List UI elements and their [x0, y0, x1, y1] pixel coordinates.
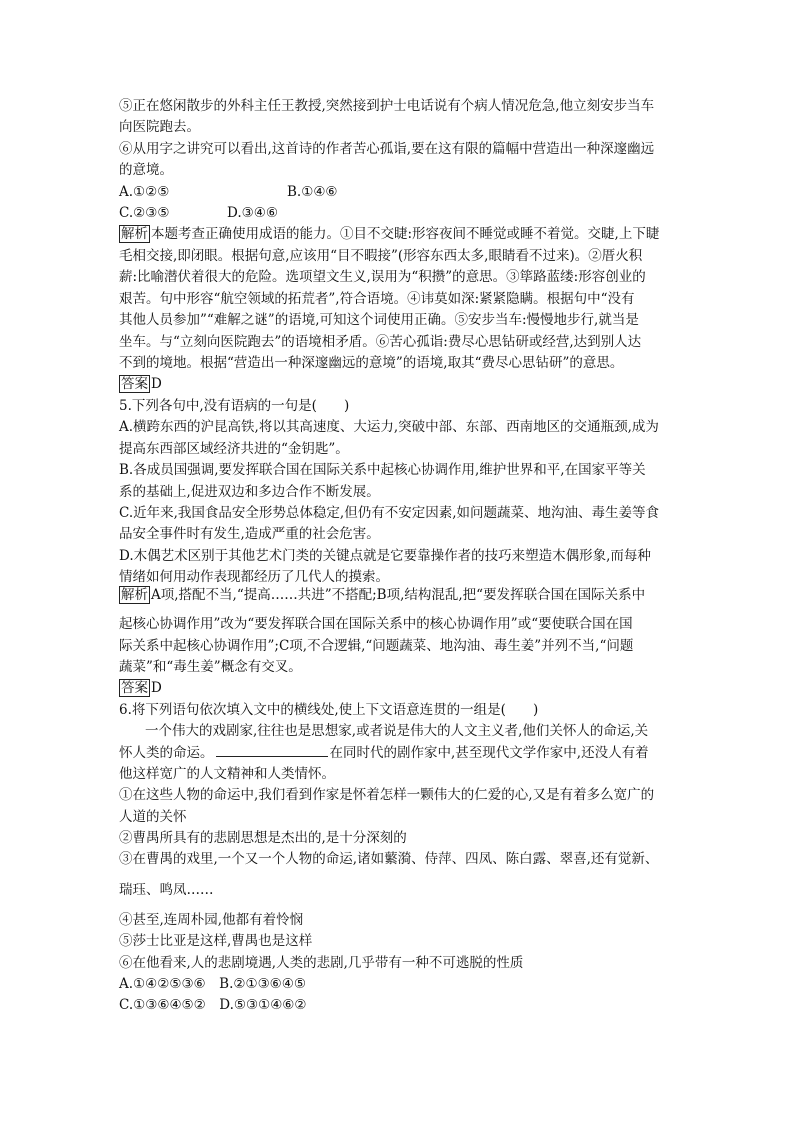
q5-option-c-line2: 品安全事件时有发生,造成严重的社会危害。 [119, 526, 380, 542]
q5-option-c-line1: C.近年来,我国食品安全形势总体稳定,但仍有不安定因素,如问题蔬菜、地沟油、毒生姜等食 [119, 505, 660, 521]
q6-sentence4: ④甚至,连周朴园,他都有着怜悯 [119, 912, 304, 928]
q5-analysis-line2: 起核心协调作用”改为“要发挥联合国在国际关系中的核心协调作用”或“要使联合国在国 [119, 616, 633, 632]
q4-analysis-line5: 其他人员参加”“难解之谜”的语境,可知这个词使用正确。⑤安步当车:慢慢地步行,就当是 [119, 312, 639, 328]
q5-analysis-line3: 际关系中起核心协调作用”;C项,不合逻辑,“问题蔬菜、地沟油、毒生姜”并列不当,“问题 [119, 638, 634, 654]
q6-options-ab: A.①④②⑤③⑥ B.②①③⑥④⑤ [119, 976, 306, 992]
q5-option-b-line1: B.各成员国强调,要发挥联合国在国际关系中起核心协调作用,维护世界和平,在国家平等关 [119, 462, 646, 478]
analysis-label: 解析 [121, 226, 148, 242]
answer-label: 答案 [121, 680, 148, 696]
q5-answer [119, 678, 162, 699]
q5-analysis-line4: 蔬菜”和“毒生姜”概念有交叉。 [119, 659, 302, 675]
q4-option-c: C.②③⑤ [119, 205, 170, 221]
q5-analysis-line1: 解析 A项,搭配不当,“提高……共进”不搭配;B项,结构混乱,把“要发挥联合国在国际关系中 [121, 587, 646, 603]
q4-item5-line1: ⑤正在悠闲散步的外科主任王教授,突然接到护士电话说有个病人情况危急,他立刻安步当车 [119, 98, 655, 114]
q6-stem: 6.将下列语句依次填入文中的横线处,使上下文语意连贯的一组是( ) [119, 702, 539, 718]
q6-sentence3-line2: 瑞珏、鸣凤…… [119, 882, 214, 898]
q4-analysis-line4: 艰苦。句中形容“航空领域的拓荒者”,符合语境。④讳莫如深:紧紧隐瞒。根据句中“没有 [119, 291, 635, 307]
q6-sentence1-line2: 人道的关怀 [119, 809, 187, 825]
q6-options-cd: C.①③⑥④⑤② D.⑤③①④⑥② [119, 997, 307, 1013]
q5-stem: 5.下列各句中,没有语病的一句是( ) [119, 398, 350, 414]
q4-option-b: B.①④⑥ [287, 184, 338, 200]
q4-analysis-line7: 不到的境地。根据“营造出一种深邃幽远的意境”的语境,取其“费尽心思钻研”的意思。 [119, 355, 624, 371]
q6-passage-line2: 怀人类的命运。 在同时代的剧作家中,甚至现代文学作家中,还没人有着 [119, 742, 649, 763]
q6-sentence3-line1: ③在曹禺的戏里,一个又一个人物的命运,诸如蘩漪、侍萍、四凤、陈白露、翠喜,还有觉新、 [119, 851, 659, 867]
q4-option-d: D.③④⑥ [227, 205, 278, 221]
q5-option-b-line2: 系的基础上,促进双边和多边合作不断发展。 [119, 484, 380, 500]
q5-option-a-line2: 提高东西部区域经济共进的“金钥匙”。 [119, 441, 349, 457]
q4-answer [119, 374, 162, 395]
q6-sentence1-line1: ①在这些人物的命运中,我们看到作家是怀着怎样一颗伟大的仁爱的心,又是有着多么宽广的 [119, 787, 655, 803]
q4-analysis-line3: 薪:比喻潜伏着很大的危险。选项望文生义,误用为“积攒”的意思。③筚路蓝缕:形容创业的 [119, 269, 646, 285]
q4-item6-line2: 的意境。 [119, 162, 173, 178]
q5-option-d-line2: 情绪如何用动作表现都经历了几代人的摸索。 [119, 569, 389, 585]
q6-passage-line1: 一个伟大的戏剧家,往往也是思想家,或者说是伟大的人文主义者,他们关怀人的命运,关 [145, 723, 649, 739]
answer-label: 答案 [121, 376, 148, 392]
q4-analysis-line1: 解析 本题考查正确使用成语的能力。①目不交睫:形容夜间不睡觉或睡不着觉。交睫,上下睫 [121, 226, 660, 242]
q5-option-a-line1: A.横跨东西的沪昆高铁,将以其高速度、大运力,突破中部、东部、西南地区的交通瓶颈,成为 [119, 419, 659, 435]
q6-sentence5: ⑤莎士比亚是这样,曹禺也是这样 [119, 933, 313, 949]
q4-analysis-line6: 坐车。与“立刻向医院跑去”的语境相矛盾。⑥苦心孤诣:费尽心思钻研或经营,达到别人达 [119, 334, 642, 350]
q6-sentence6: ⑥在他看来,人的悲剧境遇,人类的悲剧,几乎带有一种不可逃脱的性质 [119, 955, 524, 971]
analysis-label: 解析 [121, 587, 148, 603]
q5-option-d-line1: D.木偶艺术区别于其他艺术门类的关键点就是它要靠操作者的技巧来塑造木偶形象,而每种 [119, 548, 651, 564]
fill-blank [216, 742, 328, 757]
answer-value: D [151, 680, 162, 696]
q6-sentence2: ②曹禺所具有的悲剧思想是杰出的,是十分深刻的 [119, 830, 407, 846]
q4-item6-line1: ⑥从用字之讲究可以看出,这首诗的作者苦心孤诣,要在这有限的篇幅中营造出一种深邃幽远 [119, 141, 655, 157]
answer-value: D [151, 376, 162, 392]
q4-option-a: A.①②⑤ [119, 184, 170, 200]
q4-analysis-line2: 毛相交接,即闭眼。根据句意,应该用“目不暇接”(形容东西太多,眼睛看不过来)。②厝火积 [119, 248, 643, 264]
q6-passage-line3: 他这样宽广的人文精神和人类情怀。 [119, 766, 335, 782]
q4-item5-line2: 向医院跑去。 [119, 119, 200, 135]
